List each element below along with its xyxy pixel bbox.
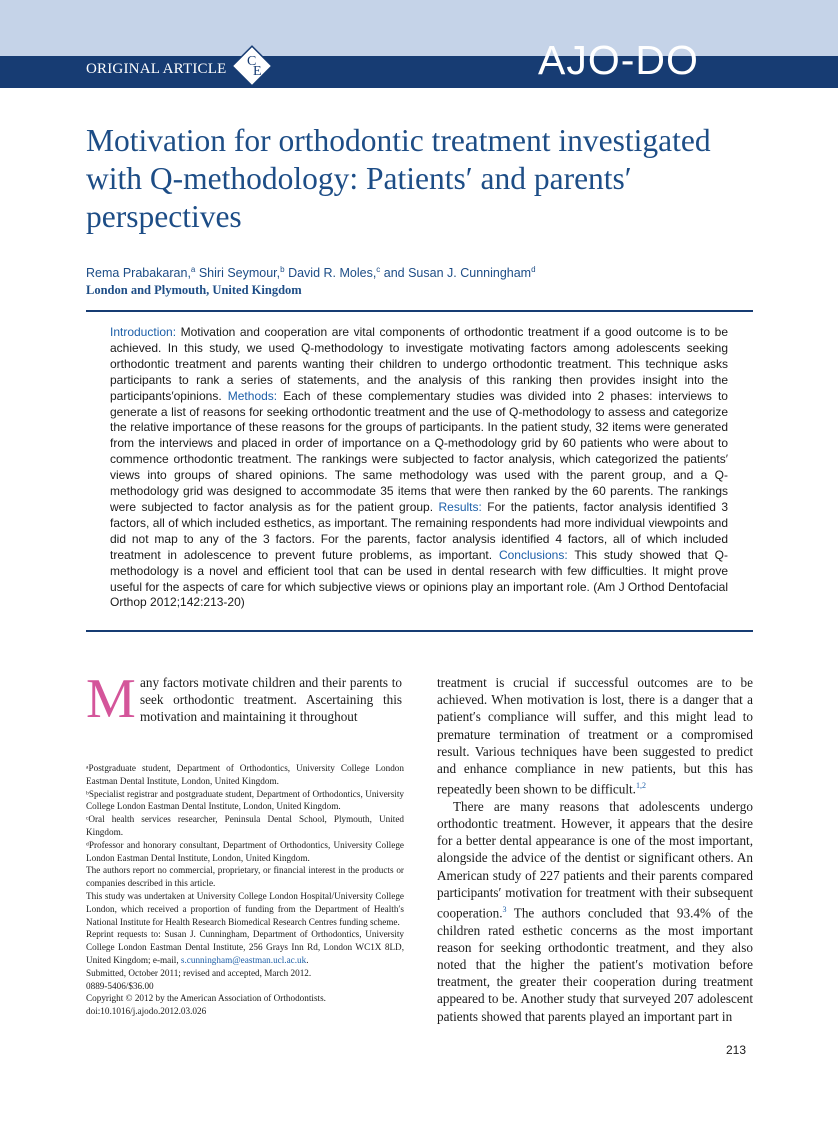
author-location: London and Plymouth, United Kingdom	[86, 283, 302, 297]
journal-logo: AJO-DO	[538, 37, 699, 83]
email-link[interactable]: s.cunningham@eastman.ucl.ac.uk	[180, 954, 307, 965]
footnotes	[86, 762, 404, 1018]
abstract	[110, 325, 728, 611]
footnote-conflict: The authors report no commercial, proprietary, or financial interest in the products or companies described in this article.	[86, 865, 404, 889]
author-name: David R. Moles,	[284, 266, 377, 281]
footnote-affiliation: ᶜOral health services researcher, Peninsula Dental School, Plymouth, United Kingdom.	[86, 814, 404, 837]
abstract-heading: Results:	[433, 499, 482, 514]
footnote-funding: This study was undertaken at University College London Hospital/University College London, which received a proportion of funding from the Department of Health′s National Institute for Health Research Biomedical Research Centres funding scheme.	[86, 890, 404, 927]
author-name: Rema Prabakaran,	[86, 266, 191, 281]
footnote-submitted: Submitted, October 2011; revised and accepted, March 2012.	[86, 967, 312, 978]
svg-text:E: E	[253, 64, 262, 79]
footnote-reprint	[86, 928, 404, 966]
body-text: treatment is crucial if successful outcomes are to be achieved. When motivation is lost, there is a danger that a patient′s compliance will suffer, and this might lead to premature termination of treatment or a compromised result. Various techniques have been suggested to predict and enhance compliance in new patients, but this has repeatedly been shown to be difficult.	[437, 675, 753, 797]
header-band	[0, 0, 838, 56]
citation-link[interactable]: 1,2	[635, 781, 646, 791]
abstract-text: Each of these complementary studies was divided into 2 phases: interviews to generate a list of reasons for seeking orthodontic treatment and the use of Q-methodology to assess and categorize the relative importance of these reasons for the groups of participants. In the patient study, 32 items were generated from the interviews and placed in order of importance on a Q-methodology grid by 60 patients who were about to commence orthodontic treatment. The rankings were subjected to factor analysis, which categorized the patients′ views into groups of shared opinions. The same methodology was used with the parent group, and a Q-methodology grid was designed to accommodate 35 items that were then ranked by the 60 parents. The rankings were subjected to factor analysis as for the patient group.	[110, 388, 728, 514]
reprint-end: .	[306, 954, 309, 965]
footnote-copyright: Copyright © 2012 by the American Association of Orthodontists.	[86, 993, 326, 1004]
page-number: 213	[726, 1043, 747, 1057]
svg-text:C: C	[247, 54, 257, 69]
footnote-affiliation: ᵇSpecialist registrar and postgraduate student, Department of Orthodontics, University College London Eastman Dental Institute, London, United Kingdom.	[86, 788, 404, 812]
reprint-text: Reprint requests to: Susan J. Cunningham, Department of Orthodontics, University College London Eastman Dental Institute, 256 Grays Inn Rd, London WC1X 8LD, United Kingdom; e-mail,	[86, 929, 404, 965]
footnote-issn: 0889-5406/$36.00	[86, 980, 154, 991]
body-text: There are many reasons that adolescents undergo orthodontic treatment. However, it appears that the desire for a better dental appearance is one of the most important, alongside the advice of the dentist or significant others. An American study of 227 patients and their parents compared participants′ motivation for treatment with their subsequent cooperation.	[437, 798, 753, 921]
author-list	[86, 265, 536, 280]
abstract-text: This study showed that Q-methodology is a novel and efficient tool that can be used in dental research with few difficulties. It might prove useful for the aspects of care for which subjective views or opinions play an important role. (Am J Orthod Dentofacial Orthop 2012;142:213-20)	[110, 547, 728, 610]
body-text: The authors concluded that 93.4% of the children rated esthetic concerns as the most important reason for seeking orthodontic treatment, and they also noted that the higher the patient′s motivation before treatment, the greater their cooperation during treatment appeared to be. Another study that surveyed 207 adolescent patients showed that parents played an important part in	[437, 905, 753, 1024]
author-affil-marker: a	[190, 265, 196, 274]
footnote-doi: doi:10.1016/j.ajodo.2012.03.026	[86, 1006, 207, 1017]
abstract-heading: Introduction:	[110, 325, 177, 339]
abstract-heading: Methods:	[221, 388, 278, 403]
author-name: Shiri Seymour,	[195, 266, 281, 281]
abstract-heading: Conclusions:	[492, 547, 568, 562]
abstract-text: For the patients, factor analysis identified 3 factors, all of which included esthetics, as important. The remaining respondents had more individual viewpoints and did not map to any of the 3 factors. For the parents, factor analysis identified 4 factors, all of which included treatment in adolescence to prevent future problems, as important.	[110, 499, 728, 562]
author-name: and Susan J. Cunningham	[380, 266, 532, 281]
footnote-affiliation: ᵃPostgraduate student, Department of Orthodontics, University College London Eastman Dental Institute, London, United Kingdom.	[86, 763, 404, 786]
article-title: Motivation for orthodontic treatment investigated with Q-methodology: Patients′ and parents′ perspectives	[86, 123, 711, 234]
body-paragraph	[437, 798, 753, 1025]
footnote-affiliation: ᵈProfessor and honorary consultant, Department of Orthodontics, University College London Eastman Dental Institute, London, United Kingdom.	[86, 839, 404, 863]
author-affil-marker: d	[531, 265, 536, 274]
body-paragraph	[437, 674, 753, 798]
author-affil-marker: c	[376, 265, 381, 274]
divider	[86, 310, 753, 312]
abstract-text: Motivation and cooperation are vital components of orthodontic treatment if a good outcome is to be achieved. In this study, we used Q-methodology to investigate motivating factors among adolescents seeking orthodontic treatment and parents wanting their children to undergo orthodontic treatment. This technique asks participants to rank a series of statements, and the analysis of this ranking then provides insight into the participants′opinions.	[110, 325, 728, 403]
author-affil-marker: b	[280, 265, 285, 274]
intro-paragraph: any factors motivate children and their parents to seek orthodontic treatment. Ascertaining this motivation and maintaining it throughout	[140, 675, 402, 725]
right-column	[437, 674, 753, 1025]
drop-cap: M	[86, 668, 136, 730]
ce-badge-icon	[229, 43, 275, 89]
article-type-label: ORIGINAL ARTICLE	[86, 61, 227, 77]
divider	[86, 630, 753, 632]
citation-link[interactable]: 3	[502, 905, 507, 915]
